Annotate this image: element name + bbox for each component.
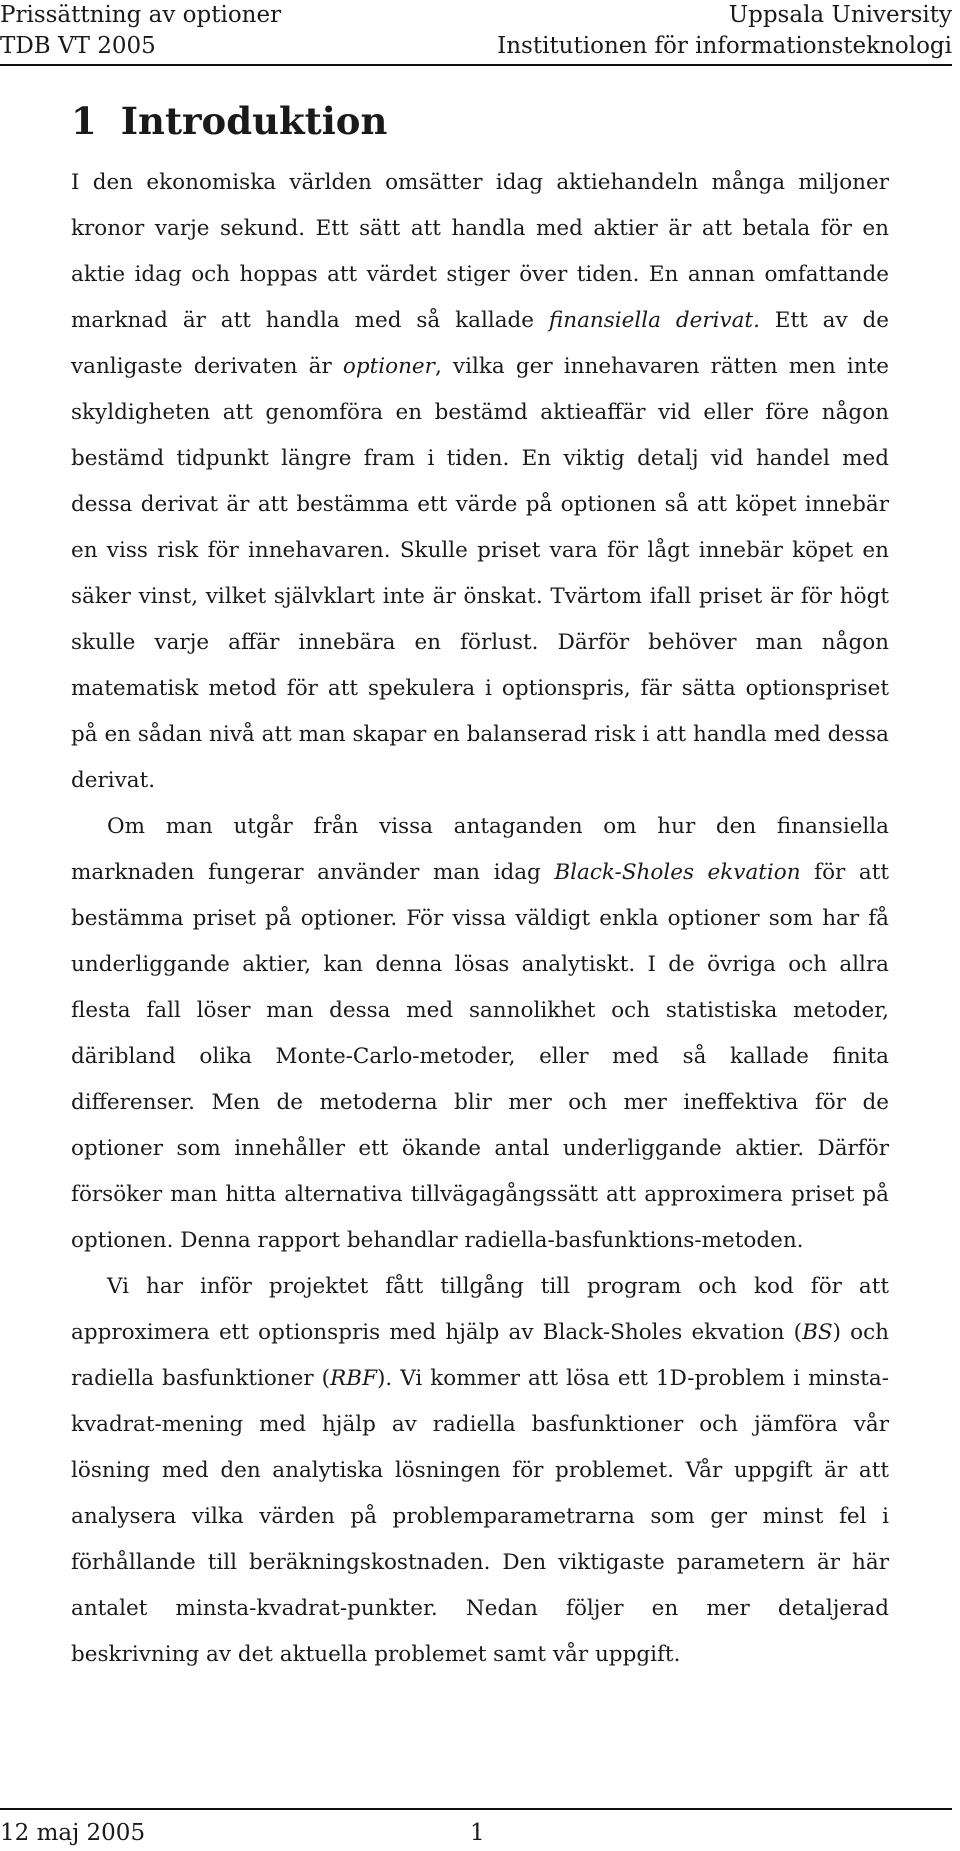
header-term: TDB VT 2005	[0, 33, 156, 59]
paragraph-3	[71, 1264, 889, 1678]
emphasis-text: finansiella derivat.	[548, 308, 760, 333]
math-symbol: RBF	[330, 1366, 377, 1391]
paragraph-text: Ett av de vanligaste derivaten är	[71, 308, 889, 379]
paragraph-text: Om man utgår från vissa antaganden om hur den finansiella marknaden fungerar använder man idag	[71, 814, 889, 885]
paragraph-text: för att bestämma priset på optioner. För vissa väldigt enkla optioner som har få underliggande aktier, kan denna lösas analytiskt. I de övriga och allra flesta fall löser man dessa med sannolikhet och statistiska metoder, däribland olika Monte-Carlo-metoder, eller med så kallade finita differenser. Men de metoderna blir mer och mer ineffektiva för de optioner som innehåller ett ökande antal underliggande aktier. Därför försöker man hitta alternativa tillvägagångssätt att approximera priset på optionen. Denna rapport behandlar radiella-basfunktions-metoden.	[71, 860, 889, 1253]
footer-date: 12 maj 2005	[0, 1820, 146, 1846]
section-title: Introduktion	[120, 99, 388, 143]
header-right	[497, 0, 952, 62]
section-heading	[71, 96, 889, 146]
header-university: Uppsala University	[728, 2, 952, 28]
header-left	[0, 0, 281, 62]
header-course-title: Prissättning av optioner	[0, 2, 282, 28]
paragraph-text: Vi har inför projektet fått tillgång till program och kod för att approximera ett optionspris med hjälp av Black-Sholes ekvation (	[71, 1274, 889, 1345]
running-header	[0, 0, 960, 60]
paragraph-2	[71, 804, 889, 1264]
section-number: 1	[71, 99, 97, 143]
paragraph-text: , vilka ger innehavaren rätten men inte skyldigheten att genomföra en bestämd aktieaffär vid eller före någon bestämd tidpunkt längre fram i tiden. En viktig detalj vid handel med dessa derivat är att bestämma ett värde på optionen så att köpet innebär en viss risk för innehavaren. Skulle priset vara för lågt innebär köpet en säker vinst, vilket självklart inte är önskat. Tvärtom ifall priset är för högt skulle varje affär innebära en förlust. Därför behöver man någon matematisk metod för att spekulera i optionspris, fär sätta optionspriset på en sådan nivå att man skapar en balanserad risk i att handla med dessa derivat.	[71, 354, 889, 793]
footer-rule	[0, 1808, 952, 1810]
paragraph-text: ) och radiella basfunktioner (	[71, 1320, 889, 1391]
main-content	[71, 96, 889, 1678]
math-symbol: BS	[802, 1320, 833, 1345]
header-department: Institutionen för informationsteknologi	[497, 33, 952, 59]
page-number: 1	[470, 1820, 485, 1846]
emphasis-text: Black-Sholes ekvation	[554, 860, 801, 885]
header-rule	[0, 64, 952, 66]
paragraph-text: I den ekonomiska världen omsätter idag aktiehandeln många miljoner kronor varje sekund. Ett sätt att handla med aktier är att betala för en aktie idag och hoppas att värdet stiger över tiden. En annan omfattande marknad är att handla med så kallade	[71, 170, 889, 333]
emphasis-text: optioner	[342, 354, 435, 379]
paragraph-1	[71, 160, 889, 804]
paragraph-text: ). Vi kommer att lösa ett 1D-problem i minsta-kvadrat-mening med hjälp av radiella basfunktioner och jämföra vår lösning med den analytiska lösningen för problemet. Vår uppgift är att analysera vilka värden på problemparametrarna som ger minst fel i förhållande till beräkningskostnaden. Den viktigaste parametern är här antalet minsta-kvadrat-punkter. Nedan följer en mer detaljerad beskrivning av det aktuella problemet samt vår uppgift.	[71, 1366, 889, 1667]
